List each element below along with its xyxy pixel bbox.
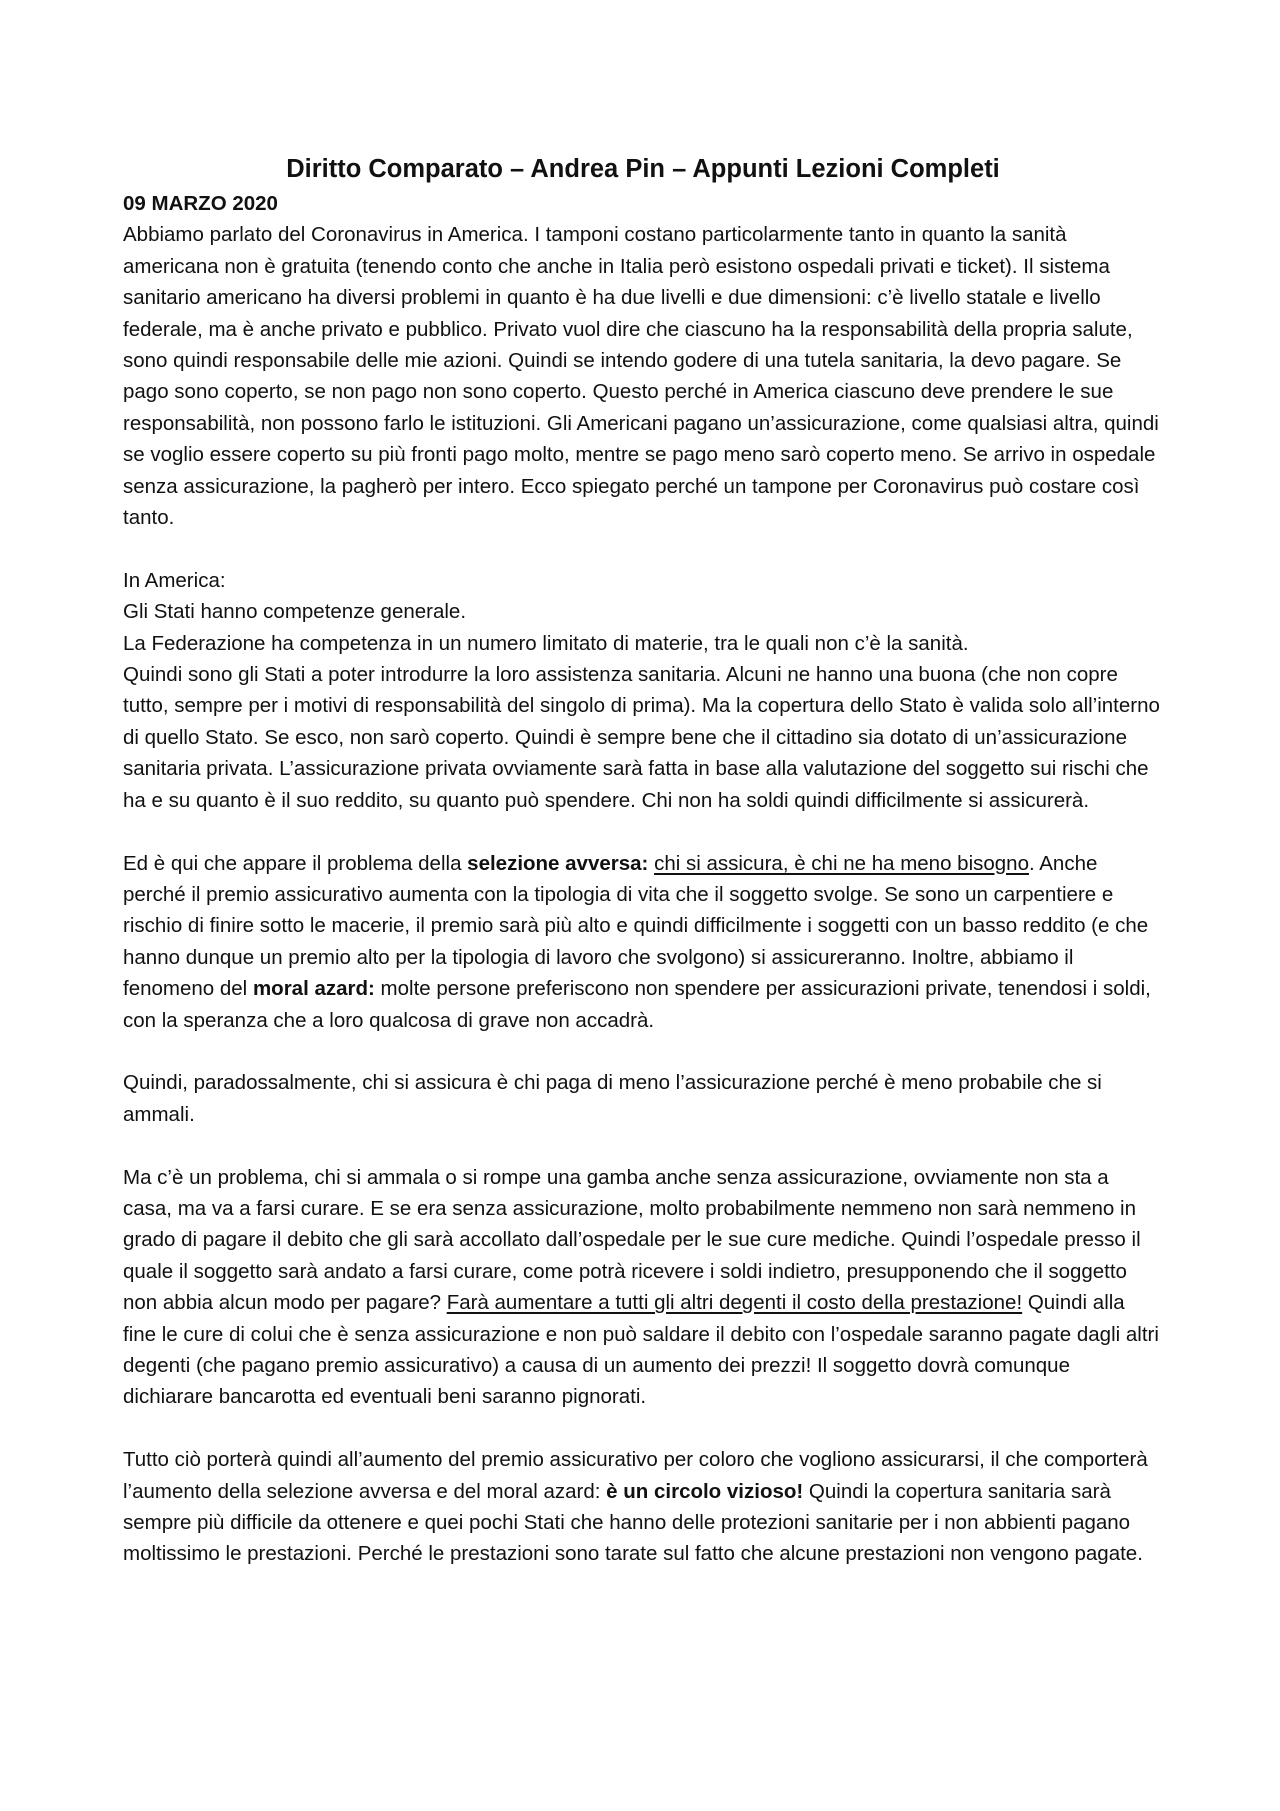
lecture-date: 09 MARZO 2020 bbox=[123, 192, 278, 215]
text-run: Quindi la copertura sanitaria sarà sempre più difficile da ottenere e quei pochi Stati che hanno delle protezioni sanitarie per i non abbienti pagano moltissimo le prestazioni. Perché le prestazioni sono tarate sul fatto che alcune prestazioni non vengono pagate. bbox=[123, 1479, 1143, 1566]
text-run: Tutto ciò porterà quindi all’aumento del premio assicurativo per coloro che vogliono assicurarsi, il che comporterà l’aumento della selezione avversa e del moral azard: bbox=[123, 1448, 1148, 1503]
text-run: molte persone preferiscono non spendere per assicurazioni private, tenendosi i soldi, con la speranza che a loro qualcosa di grave non accadrà. bbox=[123, 977, 1151, 1032]
text-run: Quindi alla fine le cure di colui che è senza assicurazione e non può saldare il debito con l’ospedale saranno pagate dagli altri degenti (che pagano premio assicurativo) a causa di un aumento dei prezzi! Il soggetto dovrà comunque dichiarare bancarotta ed eventuali beni saranno pignorati. bbox=[123, 1291, 1159, 1409]
paragraph-federazione: La Federazione ha competenza in un numero limitato di materie, tra le quali non c’è la sanità. bbox=[123, 631, 969, 655]
paragraph-paradosso: Quindi, paradossalmente, chi si assicura è chi paga di meno l’assicurazione perché è meno probabile che si ammali. bbox=[123, 1071, 1102, 1126]
text-run: . Anche perché il premio assicurativo aumenta con la tipologia di vita che il soggetto svolge. Se sono un carpentiere e rischio di finire sotto le macerie, il premio sarà più alto e quindi difficilmente i soggetti con un basso reddito (e che hanno dunque un premio alto per la tipologia di lavoro che svolgono) si assicureranno. Inoltre, abbiamo il fenomeno del bbox=[123, 851, 1149, 1001]
paragraph-spacer bbox=[123, 816, 1163, 847]
underlined-text: Farà aumentare a tutti gli altri degenti il costo della prestazione! bbox=[446, 1291, 1023, 1315]
bold-term-moral-azard: moral azard: bbox=[252, 977, 375, 1001]
paragraph-assistenza-statale: Quindi sono gli Stati a poter introdurre la loro assistenza sanitaria. Alcuni ne hanno una buona (che non copre tutto, sempre per i motivi di responsabilità del singolo di prima). Ma la copertura dello Stato è valida solo all’interno di quello Stato. Se esco, non sarò coperto. Quindi è sempre bene che il cittadino sia dotato di un’assicurazione sanitaria privata. L’assicurazione privata ovviamente sarà fatta in base alla valutazione del soggetto sui rischi che ha e su quanto è il suo reddito, su quanto può spendere. Chi non ha soldi quindi difficilmente si assicurerà. bbox=[123, 663, 1160, 812]
paragraph-spacer bbox=[123, 533, 1163, 564]
paragraph-coronavirus: Abbiamo parlato del Coronavirus in America. I tamponi costano particolarmente tanto in quanto la sanità americana non è gratuita (tenendo conto che anche in Italia però esistono ospedali privati e ticket). Il sistema sanitario americano ha diversi problemi in quanto è ha due livelli e due dimensioni: c’è livello statale e livello federale, ma è anche privato e pubblico. Privato vuol dire che ciascuno ha la responsabilità della propria salute, sono quindi responsabile delle mie azioni. Quindi se intendo godere di una tutela sanitaria, la devo pagare. Se pago sono coperto, se non pago non sono coperto. Questo perché in America ciascuno deve prendere le sue responsabilità, non possono farlo le istituzioni. Gli Americani pagano un’assicurazione, come qualsiasi altra, quindi se voglio essere coperto su più fronti pago molto, mentre se pago meno sarò coperto meno. Se arrivo in ospedale senza assicurazione, la pagherò per intero. Ecco spiegato perché un tampone per Coronavirus può costare così tanto. bbox=[123, 223, 1159, 530]
bold-term-selezione-avversa: selezione avversa: bbox=[467, 851, 649, 875]
paragraph-circolo-vizioso bbox=[123, 1444, 1163, 1570]
paragraph-problema-ospedale bbox=[123, 1162, 1163, 1413]
text-run: Ma c’è un problema, chi si ammala o si rompe una gamba anche senza assicurazione, ovviamente non sta a casa, ma va a farsi curare. E se era senza assicurazione, molto probabilmente nemmeno non sarà nemmeno in grado di pagare il debito che gli sarà accollato dall’ospedale per le sue cure mediche. Quindi l’ospedale presso il quale il soggetto sarà andato a farsi curare, come potrà ricevere i soldi indietro, presupponendo che il soggetto non abbia alcun modo per pagare? bbox=[123, 1165, 1141, 1315]
paragraph-spacer bbox=[123, 1413, 1163, 1444]
paragraph-spacer bbox=[123, 1130, 1163, 1161]
paragraph-america-heading: In America: bbox=[123, 568, 226, 592]
text-run: Ed è qui che appare il problema della bbox=[123, 851, 468, 875]
paragraph-stati-competenze: Gli Stati hanno competenze generale. bbox=[123, 600, 467, 624]
document-title: Diritto Comparato – Andrea Pin – Appunti Lezioni Completi bbox=[286, 155, 1000, 183]
paragraph-spacer bbox=[123, 1036, 1163, 1067]
paragraph-selezione-avversa bbox=[123, 848, 1163, 1036]
document-body bbox=[123, 150, 1163, 1570]
underlined-text: chi si assicura, è chi ne ha meno bisogno bbox=[654, 851, 1029, 875]
bold-text-circolo-vizioso: è un circolo vizioso! bbox=[606, 1479, 804, 1503]
